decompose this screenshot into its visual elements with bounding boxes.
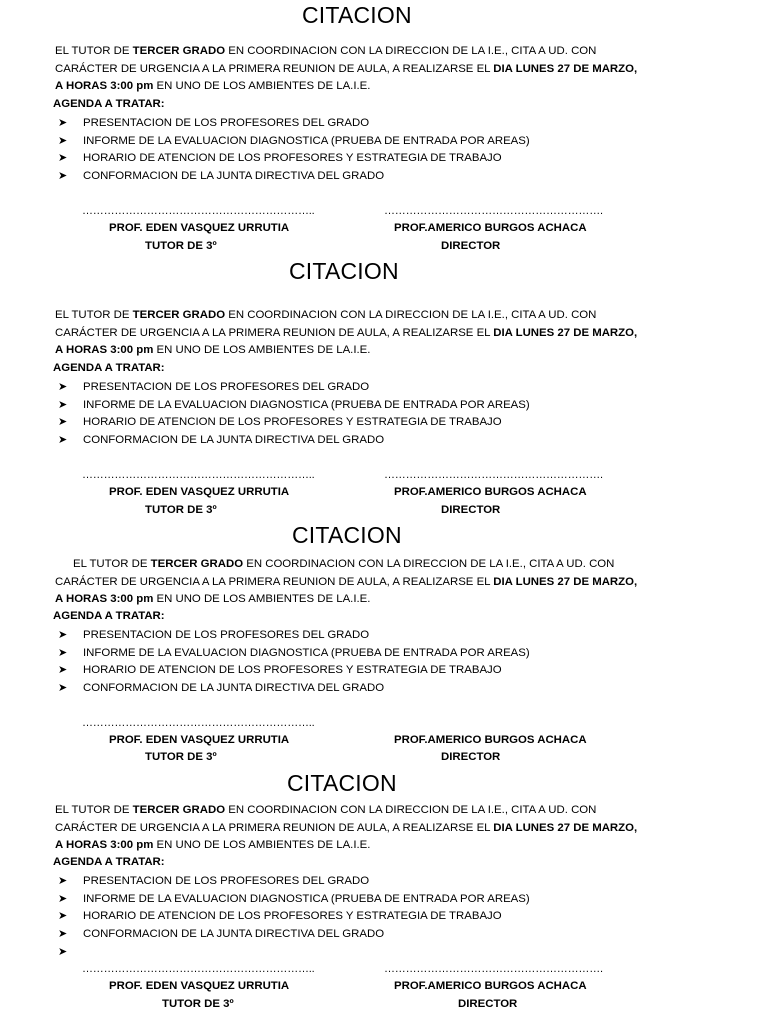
director-role: DIRECTOR <box>441 751 501 763</box>
list-item: ➤ PRESENTACION DE LOS PROFESORES DEL GRADO <box>58 115 530 133</box>
list-item: ➤ CONFORMACION DE LA JUNTA DIRECTIVA DEL GRADO <box>58 432 530 450</box>
director-role: DIRECTOR <box>458 998 518 1010</box>
agenda-heading: AGENDA A TRATAR: <box>53 610 165 622</box>
signature-line-tutor: ……………………………………………………….. <box>82 205 315 217</box>
para-line1-b: TERCER GRADO <box>132 45 226 57</box>
agenda-list <box>58 873 530 961</box>
para-line3-b: EN UNO DE LOS AMBIENTES DE LA.I.E. <box>153 80 371 93</box>
agenda-heading: AGENDA A TRATAR: <box>53 362 165 374</box>
signature-line-tutor: ……………………………………………………….. <box>82 963 315 975</box>
director-name: PROF.AMERICO BURGOS ACHACA <box>394 486 587 498</box>
arrow-bullet-icon: ➤ <box>58 682 68 695</box>
agenda-list <box>58 115 530 186</box>
arrow-bullet-icon: ➤ <box>58 434 68 447</box>
arrow-bullet-icon: ➤ <box>58 875 68 887</box>
citacion-block-2 <box>0 258 768 514</box>
citacion-block-4 <box>0 770 768 1024</box>
arrow-bullet-icon: ➤ <box>58 892 68 905</box>
citacion-title: CITACION <box>302 2 412 28</box>
tutor-name: PROF. EDEN VASQUEZ URRUTIA <box>109 222 290 234</box>
citacion-block-1 <box>0 0 768 256</box>
list-item: ➤ INFORME DE LA EVALUACION DIAGNOSTICA (PRUEBA DE ENTRADA POR AREAS) <box>58 891 530 909</box>
tutor-role: TUTOR DE 3º <box>145 240 217 252</box>
tutor-role: TUTOR DE 3º <box>145 504 217 516</box>
list-item: ➤ HORARIO DE ATENCION DE LOS PROFESORES Y ESTRATEGIA DE TRABAJO <box>58 150 530 168</box>
tutor-role: TUTOR DE 3º <box>162 998 234 1010</box>
arrow-bullet-icon: ➤ <box>58 170 68 183</box>
list-item: ➤ HORARIO DE ATENCION DE LOS PROFESORES Y ESTRATEGIA DE TRABAJO <box>58 908 530 926</box>
signature-line-tutor: ……………………………………………………….. <box>82 717 315 729</box>
signature-line-tutor: ……………………………………………………….. <box>82 469 315 481</box>
arrow-bullet-icon: ➤ <box>58 134 68 147</box>
list-item: ➤ INFORME DE LA EVALUACION DIAGNOSTICA (PRUEBA DE ENTRADA POR AREAS) <box>58 645 530 663</box>
citacion-paragraph: EL TUTOR DE TERCER GRADO EN COORDINACION CON LA DIRECCION DE LA I.E., CITA A UD. CON CARÁCTER DE URGENCIA A LA PRIMERA REUNION DE AULA, A REALIZARSE EL DIA LUNES 27 DE MARZO, A HORAS 3:00 pm EN UNO DE LOS AMBIENTES DE LA.I.E. <box>55 309 638 357</box>
citacion-paragraph <box>55 43 695 96</box>
signature-line-director: ……………………………………………………. <box>384 205 603 217</box>
signature-line-director: ……………………………………………………. <box>384 469 603 481</box>
signature-line-director: ……………………………………………………. <box>384 963 603 975</box>
para-line3-a: A HORAS 3:00 pm <box>55 80 154 93</box>
citacion-title: CITACION <box>287 770 397 796</box>
list-item: ➤ HORARIO DE ATENCION DE LOS PROFESORES Y ESTRATEGIA DE TRABAJO <box>58 414 530 432</box>
tutor-role: TUTOR DE 3º <box>145 751 217 763</box>
director-name: PROF.AMERICO BURGOS ACHACA <box>394 980 587 992</box>
citacion-title: CITACION <box>289 258 399 284</box>
list-item: ➤ PRESENTACION DE LOS PROFESORES DEL GRADO <box>58 873 530 891</box>
list-item: ➤ CONFORMACION DE LA JUNTA DIRECTIVA DEL GRADO <box>58 168 530 186</box>
list-item: ➤ PRESENTACION DE LOS PROFESORES DEL GRADO <box>58 379 530 397</box>
agenda-list <box>58 627 530 698</box>
para-line2-b: DIA LUNES 27 DE MARZO, <box>493 62 638 75</box>
arrow-bullet-icon: ➤ <box>58 152 68 165</box>
list-item <box>58 944 530 962</box>
list-item: ➤ INFORME DE LA EVALUACION DIAGNOSTICA (PRUEBA DE ENTRADA POR AREAS) <box>58 397 530 415</box>
para-line2-a: CARÁCTER DE URGENCIA A LA PRIMERA REUNION DE AULA, A REALIZARSE EL <box>55 62 494 75</box>
arrow-bullet-icon: ➤ <box>58 910 68 923</box>
arrow-bullet-icon: ➤ <box>58 629 68 641</box>
tutor-name: PROF. EDEN VASQUEZ URRUTIA <box>109 486 290 498</box>
arrow-bullet-icon: ➤ <box>58 945 68 958</box>
tutor-name: PROF. EDEN VASQUEZ URRUTIA <box>109 734 290 746</box>
tutor-name: PROF. EDEN VASQUEZ URRUTIA <box>109 980 290 992</box>
arrow-bullet-icon: ➤ <box>58 646 68 659</box>
arrow-bullet-icon: ➤ <box>58 117 68 129</box>
list-item: ➤ PRESENTACION DE LOS PROFESORES DEL GRADO <box>58 627 530 645</box>
arrow-bullet-icon: ➤ <box>58 381 68 393</box>
director-name: PROF.AMERICO BURGOS ACHACA <box>394 734 587 746</box>
list-item: ➤ INFORME DE LA EVALUACION DIAGNOSTICA (PRUEBA DE ENTRADA POR AREAS) <box>58 133 530 151</box>
list-item: ➤ CONFORMACION DE LA JUNTA DIRECTIVA DEL GRADO <box>58 926 530 944</box>
director-role: DIRECTOR <box>441 504 501 516</box>
director-name: PROF.AMERICO BURGOS ACHACA <box>394 222 587 234</box>
list-item: ➤ HORARIO DE ATENCION DE LOS PROFESORES Y ESTRATEGIA DE TRABAJO <box>58 662 530 680</box>
agenda-heading: AGENDA A TRATAR: <box>53 98 165 110</box>
agenda-list <box>58 379 530 450</box>
citacion-block-3 <box>0 522 768 778</box>
para-line1-c: EN COORDINACION CON LA DIRECCION DE LA I.E., CITA A UD. CON <box>225 45 597 57</box>
list-item: ➤ CONFORMACION DE LA JUNTA DIRECTIVA DEL GRADO <box>58 680 530 698</box>
director-role: DIRECTOR <box>441 240 501 252</box>
arrow-bullet-icon: ➤ <box>58 398 68 411</box>
arrow-bullet-icon: ➤ <box>58 664 68 677</box>
citacion-paragraph: EL TUTOR DE TERCER GRADO EN COORDINACION CON LA DIRECCION DE LA I.E., CITA A UD. CON CARÁCTER DE URGENCIA A LA PRIMERA REUNION DE AULA, A REALIZARSE EL DIA LUNES 27 DE MARZO, A HORAS 3:00 pm EN UNO DE LOS AMBIENTES DE LA.I.E. <box>55 804 638 852</box>
arrow-bullet-icon: ➤ <box>58 416 68 429</box>
citacion-paragraph: EL TUTOR DE TERCER GRADO EN COORDINACION CON LA DIRECCION DE LA I.E., CITA A UD. CON CARÁCTER DE URGENCIA A LA PRIMERA REUNION DE AULA, A REALIZARSE EL DIA LUNES 27 DE MARZO, A HORAS 3:00 pm EN UNO DE LOS AMBIENTES DE LA.I.E. <box>55 558 638 606</box>
citacion-title: CITACION <box>292 522 402 548</box>
para-line1-a: EL TUTOR DE <box>55 45 133 57</box>
arrow-bullet-icon: ➤ <box>58 928 68 941</box>
agenda-heading: AGENDA A TRATAR: <box>53 856 165 868</box>
